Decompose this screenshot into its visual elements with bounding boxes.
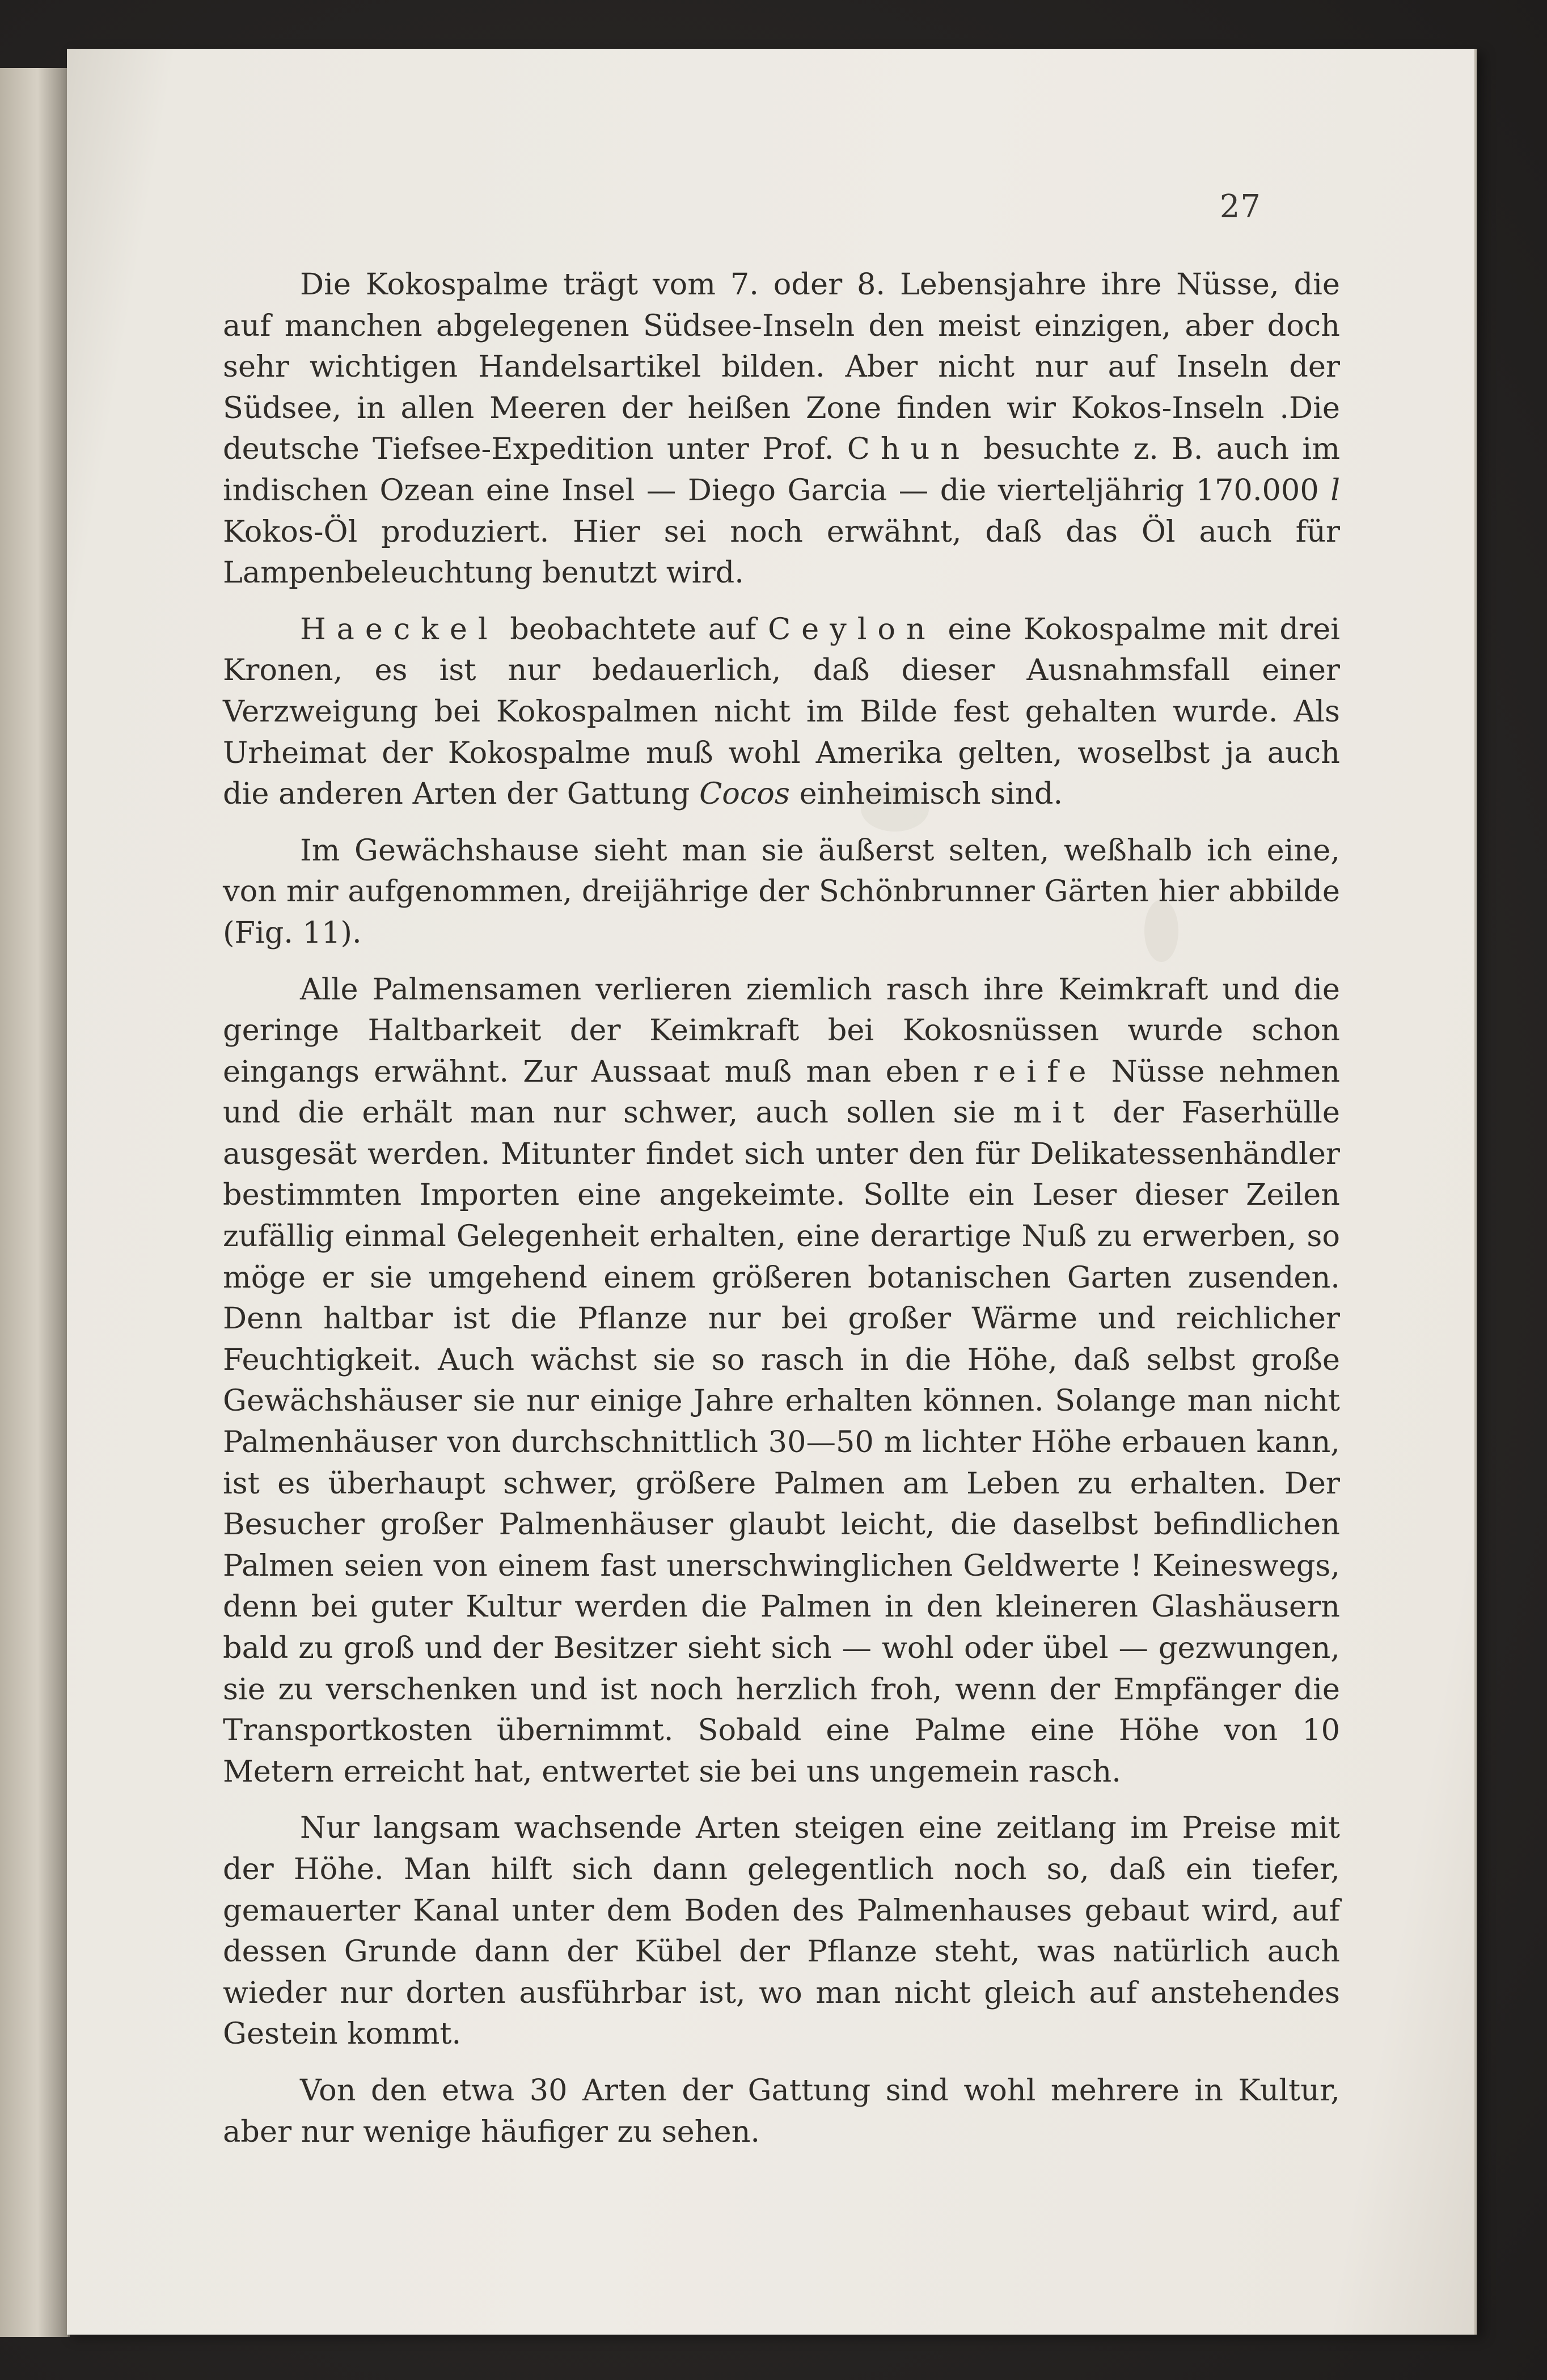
unit-liter: l: [1330, 472, 1340, 508]
text-span: Nüsse nehmen und die erhält man nur schwer, auch sollen sie: [223, 1054, 1340, 1130]
genus-cocos: Cocos: [699, 777, 790, 812]
emph-mit: mit: [1013, 1095, 1096, 1130]
text-span: Kokos-Öl produziert. Hier sei noch erwähnt, daß das Öl auch für Lampenbeleuchtung benutzt wird.: [223, 514, 1340, 590]
text-span: besuchte z. B. auch im indischen Ozean eine Insel — Diego Garcia — die vierteljährig 170.000: [223, 432, 1340, 508]
body-text: [223, 264, 1340, 2168]
text-span: Die Kokospalme trägt vom 7. oder 8. Lebensjahre ihre Nüsse, die auf manchen abgelegenen Südsee-Inseln den meist einzigen, aber doch sehr wichtigen Handelsartikel bilden. Aber nicht nur auf Inseln der Südsee, in allen Meeren der heißen Zone finden wir Kokos-Inseln .Die deutsche Tiefsee-Expedition unter Prof.: [223, 267, 1340, 467]
text-span: Im Gewächshause sieht man sie äußerst selten, weßhalb ich eine, von mir aufgenommen, dreijährige der Schönbrunner Gärten hier abbilde (Fig. 11).: [223, 833, 1340, 950]
previous-page-edge: [0, 68, 70, 2337]
text-span: einheimisch sind.: [799, 777, 1063, 812]
text-span: Von den etwa 30 Arten der Gattung sind wohl mehrere in Kultur, aber nur wenige häufiger zu sehen.: [223, 2073, 1340, 2149]
text-span: Nur langsam wachsende Arten steigen eine zeitlang im Preise mit der Höhe. Man hilft sich dann gelegentlich noch so, daß ein tiefer, gemauerter Kanal unter dem Boden des Palmenhauses gebaut wird, auf dessen Grunde dann der Kübel der Pflanze steht, was natürlich auch wieder nur dorten ausführbar ist, wo man nicht gleich auf anstehendes Gestein kommt.: [223, 1811, 1340, 2052]
name-chun: Chun: [847, 432, 970, 467]
paragraph-6: [223, 2070, 1340, 2153]
text-span: beobachtete auf: [510, 611, 756, 647]
book-page: [67, 49, 1477, 2335]
emph-reife: reife: [973, 1054, 1097, 1089]
text-span: eine Kokospalme mit drei Kronen, es ist nur bedauerlich, daß dieser Ausnahmsfall einer Verzweigung bei Kokospalmen nicht im Bilde fest gehalten wurde. Als Urheimat der Kokospalme muß wohl Amerika gelten, woselbst ja auch die anderen Arten der Gattung: [223, 611, 1340, 812]
paragraph-2: [223, 609, 1340, 815]
paragraph-4: [223, 969, 1340, 1793]
name-haeckel: Haeckel: [300, 611, 498, 647]
paragraph-5: [223, 1808, 1340, 2055]
text-span: der Faserhülle ausgesät werden. Mitunter findet sich unter den für Delikatessenhändler bestimmten Importen eine angekeimte. Sollte ein Leser dieser Zeilen zufällig einmal Gelegenheit erhalten, eine derartige Nuß zu erwerben, so möge er sie umgehend einem größeren botanischen Garten zusenden. Denn haltbar ist die Pflanze nur bei großer Wärme und reichlicher Feuchtigkeit. Auch wächst sie so rasch in die Höhe, daß selbst große Gewächshäuser sie nur einige Jahre erhalten können. Solange man nicht Palmenhäuser von durchschnittlich 30—50 m lichter Höhe erbauen kann, ist es überhaupt schwer, größere Palmen am Leben zu erhalten. Der Besucher großer Palmenhäuser glaubt leicht, die daselbst befindlichen Palmen seien von einem fast unerschwinglichen Geldwerte ! Keineswegs, denn bei guter Kultur werden die Palmen in den kleineren Glashäusern bald zu groß und der Besitzer sieht sich — wohl oder übel — gezwungen, sie zu verschenken und ist noch herzlich froh, wenn der Empfänger die Transportkosten übernimmt. Sobald eine Palme eine Höhe von 10 Metern erreicht hat, entwertet sie bei uns ungemein rasch.: [223, 1095, 1340, 1789]
paragraph-3: [223, 830, 1340, 954]
paragraph-1: [223, 264, 1340, 594]
text-span: Alle Palmensamen verlieren ziemlich rasch ihre Keimkraft und die geringe Haltbarkeit der Keimkraft bei Kokosnüssen wurde schon eingangs erwähnt. Zur Aussaat muß man eben: [223, 972, 1340, 1089]
name-ceylon: Ceylon: [768, 611, 936, 647]
page-number: 27: [1219, 188, 1261, 225]
